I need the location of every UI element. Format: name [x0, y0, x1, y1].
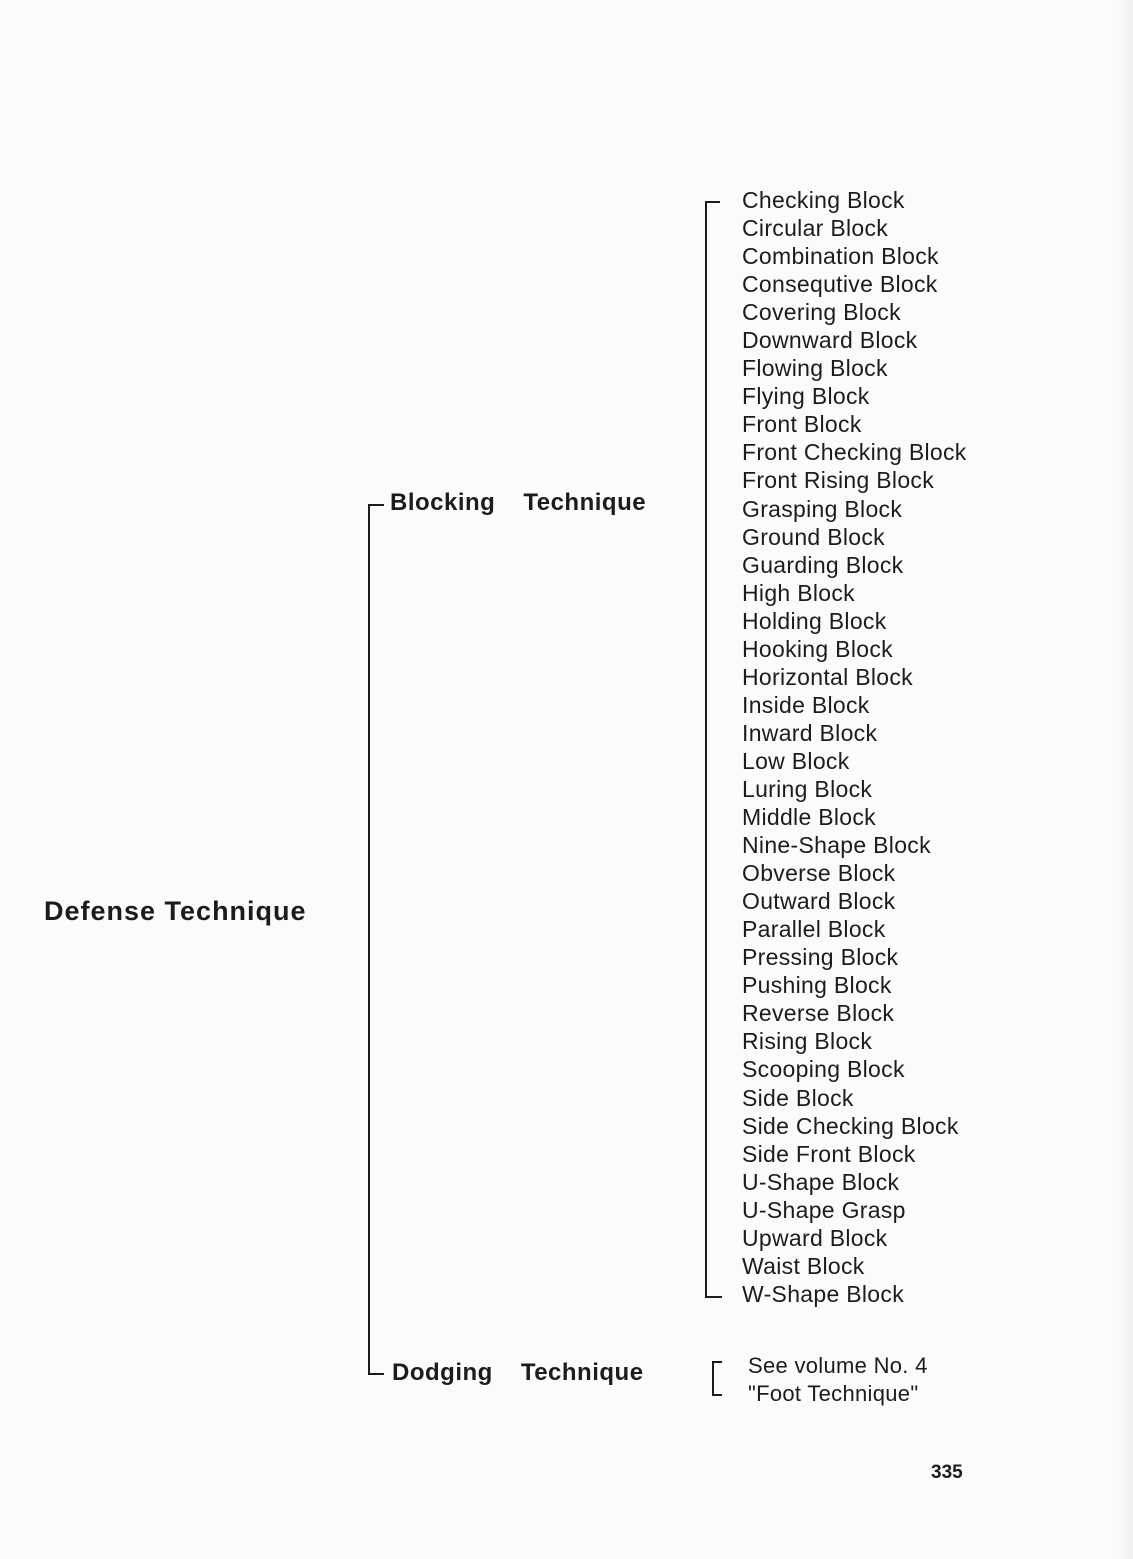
- root-node-defense-technique: Defense Technique: [44, 896, 307, 926]
- blocking-item: Scooping Block: [742, 1056, 905, 1083]
- blocking-item: Side Block: [742, 1084, 854, 1111]
- dodging-note-bracket-bottom-tick: [712, 1394, 722, 1396]
- blocking-item: Consequtive Block: [742, 271, 938, 298]
- blocking-item: Middle Block: [742, 804, 876, 831]
- blocking-item: Flying Block: [742, 383, 870, 410]
- page-edge-shadow: [1119, 0, 1133, 1559]
- dodging-note-line2: "Foot Technique": [748, 1381, 919, 1406]
- blocking-item: Combination Block: [742, 243, 939, 270]
- main-bracket-vertical: [368, 504, 370, 1374]
- branch-dodging-word1: Dodging: [392, 1359, 493, 1386]
- dodging-note-bracket-vertical: [712, 1361, 714, 1395]
- blocking-item: W-Shape Block: [742, 1280, 904, 1307]
- blocking-items-list: [742, 186, 967, 1308]
- blocking-item: Pressing Block: [742, 944, 899, 971]
- blocking-item: Low Block: [742, 747, 850, 774]
- dodging-note-line1: See volume No. 4: [748, 1353, 928, 1378]
- blocking-item: Nine-Shape Block: [742, 832, 931, 859]
- blocking-item: Holding Block: [742, 607, 887, 634]
- blocking-item: Outward Block: [742, 888, 896, 915]
- blocking-item: Checking Block: [742, 187, 905, 213]
- main-bracket-bottom-tick: [368, 1373, 384, 1375]
- blocking-item: U-Shape Block: [742, 1168, 900, 1195]
- blocking-item: Upward Block: [742, 1224, 888, 1251]
- blocking-item: Obverse Block: [742, 860, 896, 887]
- blocking-list-bracket-vertical: [705, 201, 707, 1297]
- blocking-item: Front Block: [742, 411, 862, 438]
- blocking-item: Front Checking Block: [742, 439, 967, 466]
- branch-dodging-technique: [392, 1359, 644, 1387]
- page-number: 335: [931, 1462, 963, 1483]
- blocking-item: Ground Block: [742, 523, 885, 550]
- blocking-item: Side Checking Block: [742, 1112, 959, 1139]
- blocking-item: Reverse Block: [742, 1000, 895, 1027]
- blocking-item: Flowing Block: [742, 355, 888, 382]
- blocking-item: Side Front Block: [742, 1140, 916, 1167]
- dodging-note-bracket-top-tick: [712, 1361, 722, 1363]
- blocking-item: Luring Block: [742, 775, 873, 802]
- blocking-item: Horizontal Block: [742, 663, 913, 690]
- branch-dodging-word2: Technique: [520, 1359, 644, 1386]
- blocking-item: Guarding Block: [742, 551, 904, 578]
- blocking-list-bracket-top-tick: [705, 201, 720, 203]
- blocking-item: Inward Block: [742, 719, 878, 746]
- blocking-item: Inside Block: [742, 691, 870, 718]
- branch-blocking-word2: Technique: [523, 489, 647, 516]
- blocking-item: Grasping Block: [742, 495, 903, 522]
- blocking-item: Parallel Block: [742, 916, 886, 943]
- branch-blocking-technique: [390, 489, 646, 517]
- blocking-list-bracket-bottom-tick: [705, 1296, 722, 1298]
- blocking-item: Front Rising Block: [742, 467, 935, 494]
- blocking-item: Covering Block: [742, 299, 901, 326]
- dodging-note: [748, 1352, 928, 1408]
- blocking-item: Circular Block: [742, 215, 889, 242]
- blocking-item: High Block: [742, 579, 855, 606]
- blocking-item: U-Shape Grasp: [742, 1196, 906, 1223]
- blocking-item: Downward Block: [742, 327, 918, 354]
- blocking-item: Hooking Block: [742, 635, 893, 662]
- branch-blocking-word1: Blocking: [390, 489, 496, 516]
- blocking-item: Waist Block: [742, 1252, 865, 1279]
- blocking-item: Rising Block: [742, 1028, 873, 1055]
- blocking-item: Pushing Block: [742, 972, 892, 999]
- main-bracket-top-tick: [368, 504, 384, 506]
